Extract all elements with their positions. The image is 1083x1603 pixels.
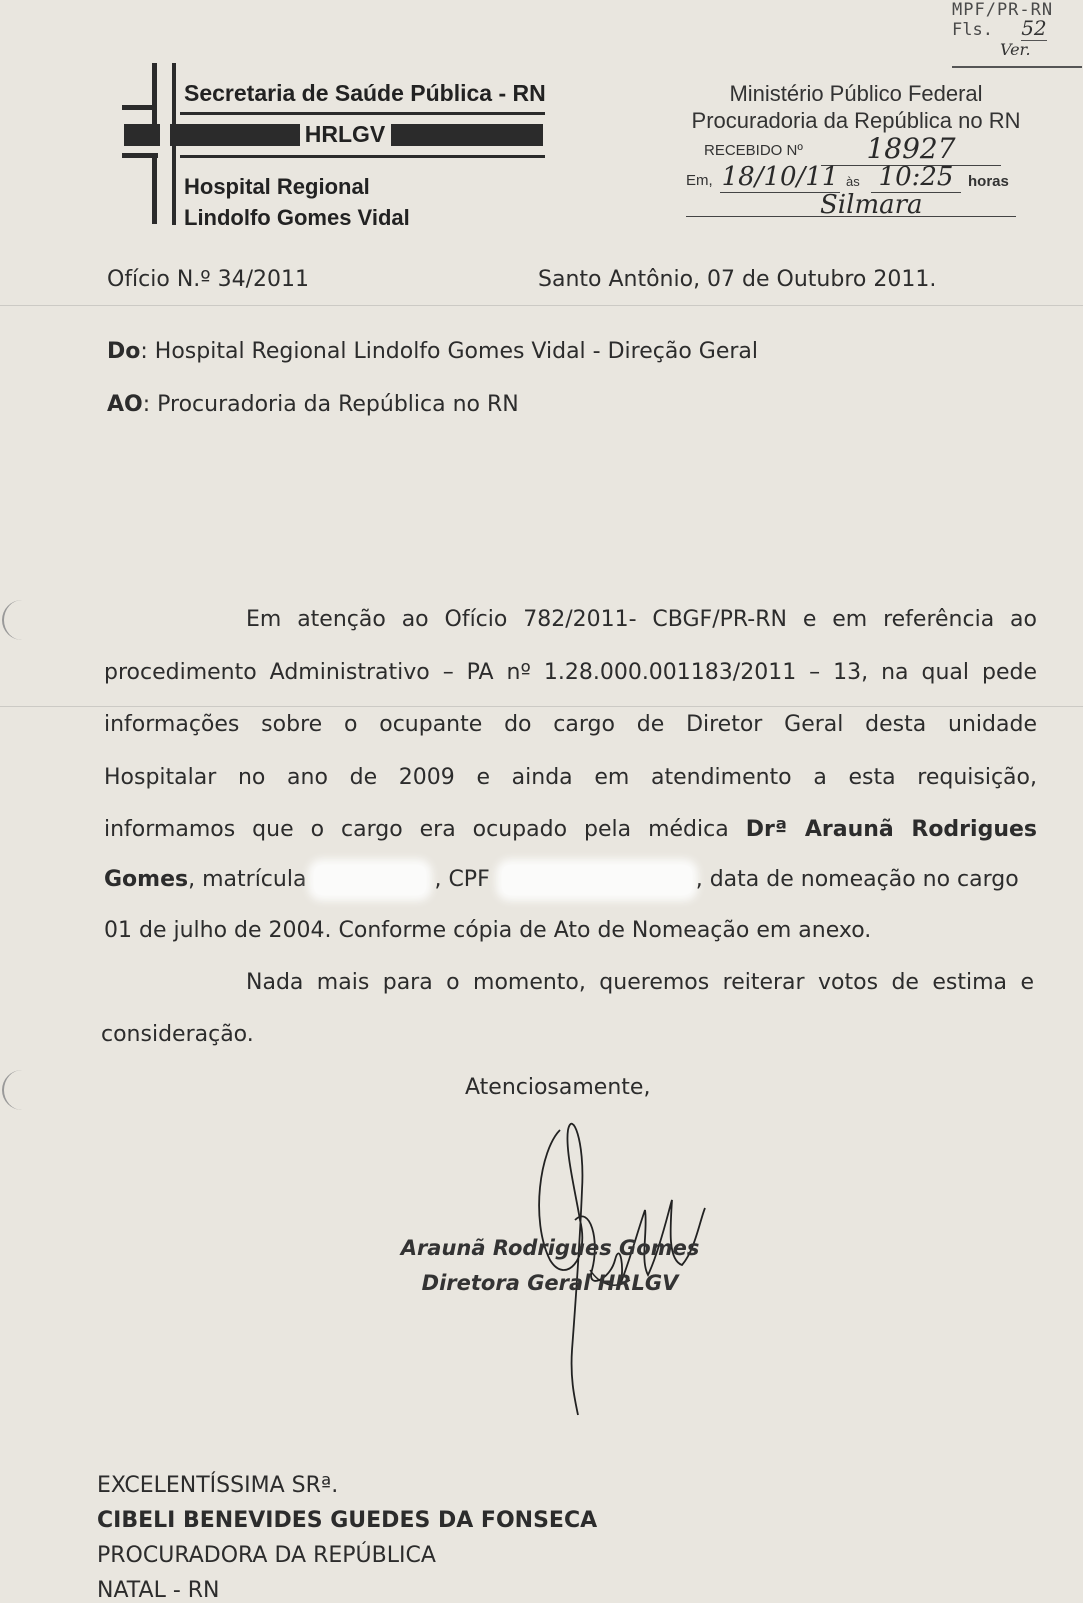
logo-bar-right (391, 124, 543, 146)
addressee-city: NATAL - RN (97, 1578, 220, 1603)
logo-bar-mid (170, 124, 300, 146)
to-value: : Procuradoria da República no RN (142, 392, 519, 417)
addressee-salutation: EXCELENTÍSSIMA SRª. (97, 1473, 339, 1498)
logo-bar-left (124, 124, 160, 146)
signatory-name: Araunã Rodrigues Gomes (400, 1236, 700, 1260)
addressee-title: PROCURADORA DA REPÚBLICA (97, 1543, 436, 1568)
received-org-unit: Procuradoria da República no RN (691, 108, 1021, 133)
logo-bottom-rule (180, 155, 545, 158)
letterhead-hospital-name: Lindolfo Gomes Vidal (184, 205, 410, 230)
punch-hole-mark (2, 600, 24, 640)
oficio-number: Ofício N.º 34/2011 (107, 267, 310, 292)
received-stamp (686, 80, 1026, 224)
doctor-name: Drª Araunã Rodrigues (745, 817, 1037, 842)
paper-fold-line (0, 305, 1083, 306)
paper-fold-line (0, 706, 1083, 707)
page-number-stamp (952, 0, 1077, 59)
received-time: 10:25 (871, 162, 961, 193)
body-line-3: informações sobre o ocupante do cargo de Diretor Geral desta unidade (104, 712, 1037, 737)
letterhead-hospital: Hospital Regional (184, 174, 370, 199)
closing: Atenciosamente, (465, 1075, 651, 1100)
stamp-underline (952, 66, 1082, 68)
signatory-title: Diretora Geral HRLGV (421, 1271, 679, 1295)
from-label: Do (107, 339, 141, 364)
body-line-4: Hospitalar no ano de 2009 e ainda em atendimento a esta requisição, (104, 765, 1037, 790)
received-date: 18/10/11 (721, 162, 839, 192)
logo-cross-vertical-top (152, 63, 157, 125)
redacted-cpf (502, 865, 692, 895)
logo-top-rule (180, 112, 545, 115)
doctor-surname: Gomes (104, 867, 189, 892)
handwritten-signature (520, 1110, 720, 1430)
matricula-label: , matrícula (188, 867, 307, 892)
place-date: Santo Antônio, 07 de Outubro 2011. (538, 267, 937, 292)
stamp-org: MPF/PR-RN (952, 0, 1054, 20)
body-line-9: consideração. (101, 1022, 254, 1047)
nomeacao-text: , data de nomeação no cargo (695, 867, 1019, 892)
from-line (107, 339, 758, 364)
received-hours-label: horas (968, 173, 1009, 190)
from-value: : Hospital Regional Lindolfo Gomes Vidal - Direção Geral (140, 339, 758, 364)
body-line-5-text: informamos que o cargo era ocupado pela médica (104, 817, 746, 842)
logo-cross-left-top (122, 105, 157, 110)
received-org: Ministério Público Federal (729, 81, 983, 106)
to-label: AO (107, 392, 143, 417)
logo-inner-vertical (172, 63, 176, 225)
punch-hole-mark (2, 1070, 24, 1110)
logo-cross-vertical-bottom (152, 158, 157, 224)
received-date-label: Em, (686, 172, 713, 189)
body-line-8: Nada mais para o momento, queremos reiterar votos de estima e (246, 970, 1034, 995)
received-time-label: às (846, 174, 860, 189)
body-line-2: procedimento Administrativo – PA nº 1.28.000.001183/2011 – 13, na qual pede (104, 660, 1037, 685)
body-line-1: Em atenção ao Ofício 782/2011- CBGF/PR-RN e em referência ao (246, 607, 1037, 632)
stamp-fls-label: Fls. (952, 20, 993, 40)
letterhead-acronym: HRLGV (304, 121, 386, 147)
body-line-7: 01 de julho de 2004. Conforme cópia de Ato de Nomeação em anexo. (104, 918, 872, 943)
stamp-page-number: 52 (1021, 16, 1047, 40)
body-line-5 (104, 817, 1037, 842)
received-signature-line (686, 216, 1016, 217)
letterhead-secretaria: Secretaria de Saúde Pública - RN (184, 80, 546, 106)
body-line-6 (104, 865, 1037, 895)
stamp-initials: Ver. (1000, 40, 1031, 59)
to-line (107, 392, 519, 417)
addressee-name: CIBELI BENEVIDES GUEDES DA FONSECA (97, 1508, 598, 1533)
received-number-label: RECEBIDO Nº (704, 142, 803, 159)
received-signature: Silmara (820, 190, 923, 220)
redacted-matricula (314, 865, 426, 895)
cpf-label: , CPF (434, 867, 490, 892)
received-number: 18927 (821, 132, 1001, 166)
